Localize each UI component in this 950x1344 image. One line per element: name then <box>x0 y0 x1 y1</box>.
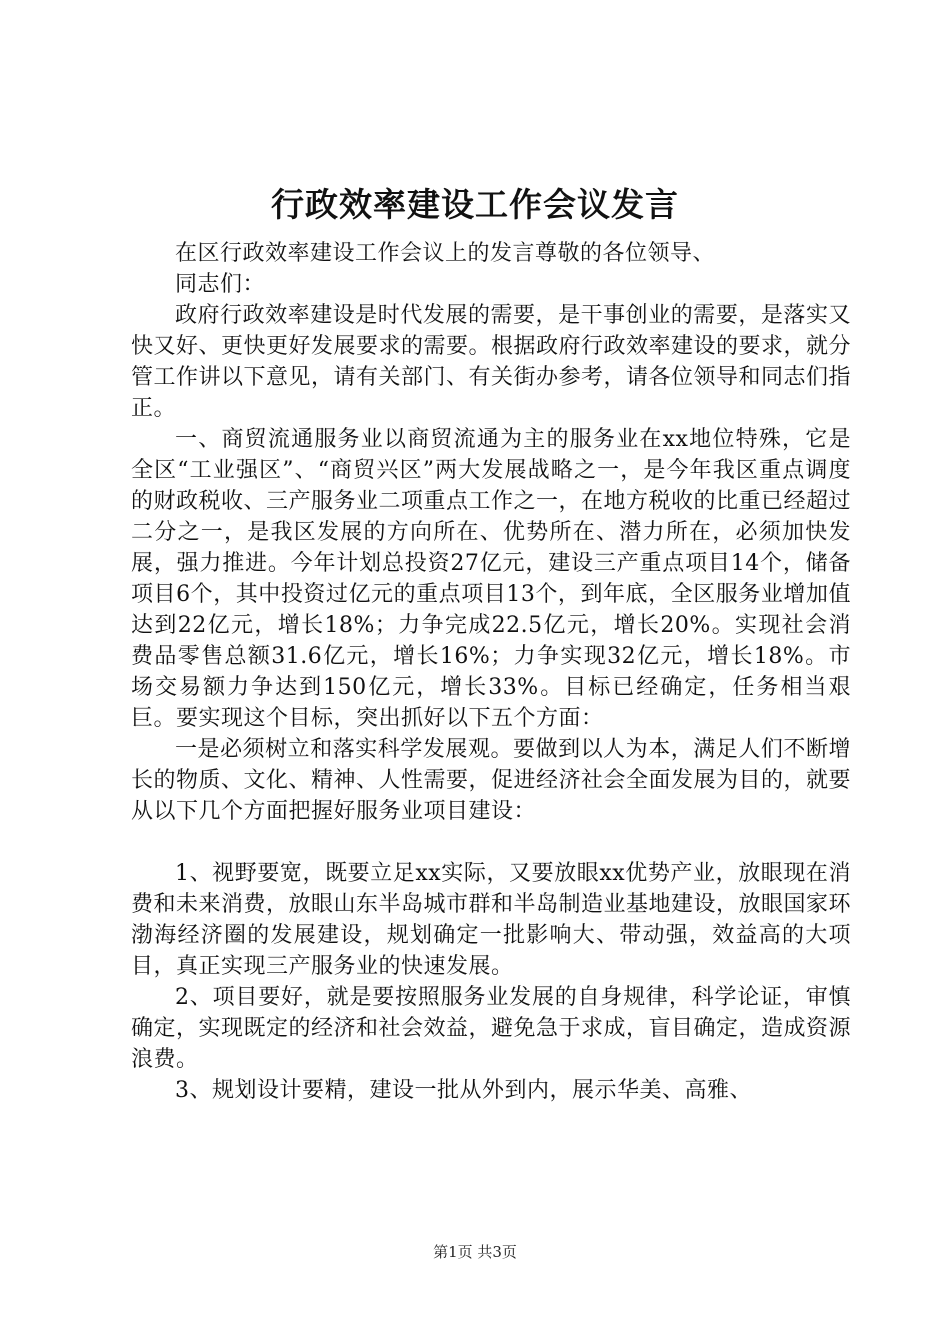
paragraph-item-2: 2、项目要好，就是要按照服务业发展的自身规律，科学论证，审慎确定，实现既定的经济和社会效益，避免急于求成，盲目确定，造成资源浪费。 <box>131 985 852 1072</box>
paragraph-spacer <box>131 827 851 858</box>
paragraph-section-1: 一、商贸流通服务业以商贸流通为主的服务业在xx地位特殊，它是全区“工业强区”、“商贸兴区”两大发展战略之一，是今年我区重点调度的财政税收、三产服务业二项重点工作之一，在地方税收的比重已经超过二分之一，是我区发展的方向所在、优势所在、潜力所在，必须加快发展，强力推进。今年计划总投资27亿元，建设三产重点项目14个，储备项目6个，其中投资过亿元的重点项目13个，到年底，全区服务业增加值达到22亿元，增长18%；力争完成22.5亿元，增长20%。实现社会消费品零售总额31.6亿元，增长16%；力争实现32亿元，增长18%。市场交易额力争达到150亿元，增长33%。目标已经确定，任务相当艰巨。要实现这个目标，突出抓好以下五个方面： <box>131 427 852 731</box>
page-footer: 第1页 共3页 <box>433 1243 517 1261</box>
paragraph-item-1: 1、视野要宽，既要立足xx实际，又要放眼xx优势产业，放眼现在消费和未来消费，放眼山东半岛城市群和半岛制造业基地建设，放眼国家环渤海经济圈的发展建设，规划确定一批影响大、带动强，效益高的大项目，真正实现三产服务业的快速发展。 <box>131 861 852 979</box>
paragraph-point-1: 一是必须树立和落实科学发展观。要做到以人为本，满足人们不断增长的物质、文化、精神、人性需要，促进经济社会全面发展为目的，就要从以下几个方面把握好服务业项目建设： <box>131 737 852 824</box>
document-title: 行政效率建设工作会议发言 <box>271 185 679 224</box>
document-body <box>131 238 851 1106</box>
salutation-line-2: 同志们： <box>175 272 266 297</box>
paragraph-intro: 政府行政效率建设是时代发展的需要，是干事创业的需要，是落实又快又好、更快更好发展要求的需要。根据政府行政效率建设的要求，就分管工作讲以下意见，请有关部门、有关街办参考，请各位领导和同志们指正。 <box>131 303 852 421</box>
salutation-line-1: 在区行政效率建设工作会议上的发言尊敬的各位领导、 <box>175 241 716 266</box>
paragraph-item-3: 3、规划设计要精，建设一批从外到内，展示华美、高雅、 <box>175 1078 752 1103</box>
